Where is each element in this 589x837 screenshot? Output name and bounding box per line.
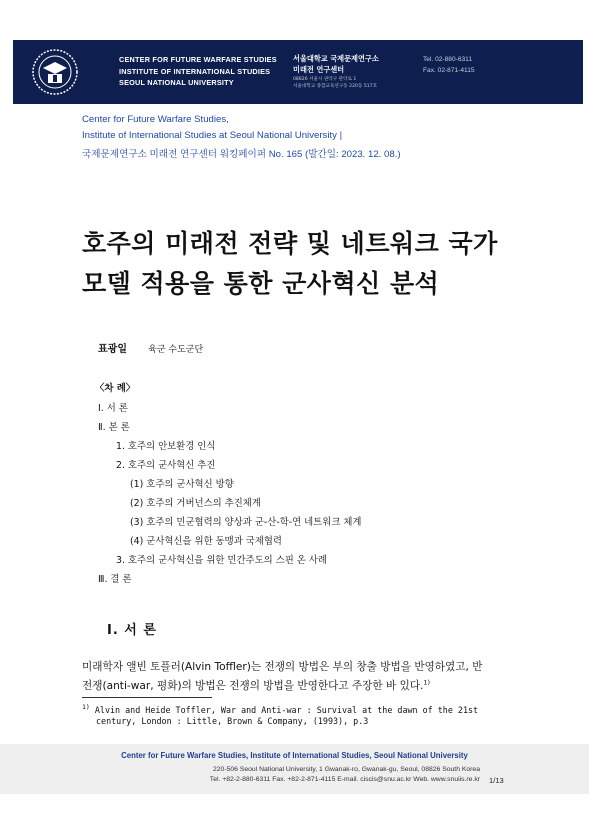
author-name: 표광일 [98,344,127,355]
document-header [13,40,583,104]
header-address [293,76,377,90]
author-block [98,340,203,355]
toc-item: Ⅱ. 본 론 [98,422,130,433]
toc-item: 1. 호주의 안보환경 인식 [116,441,216,452]
header-ko-line: 서울대학교 국제문제연구소 [293,54,379,63]
toc-item: (4) 군사혁신을 위한 동맹과 국제협력 [130,536,282,547]
header-fax: Fax. 02-871-4115 [423,67,475,74]
toc-item: (3) 호주의 민군협력의 양상과 군-산-학-연 네트워크 체계 [130,517,362,528]
footer-contact: Tel. +82-2-880-6311 Fax. +82-2-871-4115 E-mail. ciscis@snu.ac.kr Web. www.snuiis.re.kr [209,776,480,783]
footnote-text: century, London : Little, Brown & Company, (1993), p.3 [96,716,369,726]
working-paper-info: 국제문제연구소 미래전 연구센터 워킹페이퍼 No. 165 (발간일: 2023. 12. 08.) [82,149,401,160]
footnote-mark: 1) [82,703,90,711]
page-title: 호주의 미래전 전략 및 네트워크 국가 [82,229,498,258]
header-en-line: INSTITUTE OF INTERNATIONAL STUDIES [119,66,271,76]
toc-item: (1) 호주의 군사혁신 방향 [130,479,234,490]
body-paragraph-line: 미래학자 앨빈 토플러(Alvin Toffler)는 전쟁의 방법은 부의 창출 방법을 반영하였고, 반 [82,661,483,673]
footer-address: 220-506 Seoul National University, 1 Gwanak-ro, Gwanak-gu, Seoul, 08826 South Korea [213,766,480,773]
author-affiliation: 육군 수도군단 [148,345,204,355]
header-contact [423,54,475,76]
header-ko-line: 미래전 연구센터 [293,65,345,74]
header-en-line: SEOUL NATIONAL UNIVERSITY [119,78,234,87]
header-en-line: CENTER FOR FUTURE WARFARE STUDIES [119,55,277,64]
header-addr-line: 서울대학교 종합교육연구동 220동 517호 [293,84,378,89]
body-text: 전쟁(anti-war, 평화)의 방법은 전쟁의 방법을 반영한다고 주장한 바 있다. [82,680,424,692]
toc-item: (2) 호주의 거버넌스의 추진체계 [130,498,261,509]
document-footer [0,744,589,794]
source-line: Institute of International Studies at Seoul National University | [82,130,343,141]
toc-heading: 〈차 례〉 [95,383,136,394]
snu-emblem-icon [31,48,79,96]
header-english-name [119,54,277,89]
source-line: Center for Future Warfare Studies, [82,114,229,125]
footnote [82,703,478,715]
page-number: 1/13 [489,776,504,785]
footnote-text: Alvin and Heide Toffler, War and Anti-war : Survival at the dawn of the 21st [94,704,479,715]
header-addr-line: 08826 서울시 관악구 관악로 1 [293,77,357,82]
section-heading: Ⅰ. 서 론 [107,623,157,638]
footnote-divider [82,697,212,698]
page-title: 모델 적용을 통한 군사혁신 분석 [82,269,440,298]
toc-item: Ⅲ. 결 론 [98,574,132,585]
toc-item: Ⅰ. 서 론 [98,403,128,414]
footnote-reference[interactable]: 1) [423,678,431,687]
footer-title: Center for Future Warfare Studies, Institute of International Studies, Seoul National University [121,751,468,760]
header-tel: Tel. 02-880-6311 [423,56,472,63]
header-korean-name [293,53,379,75]
toc-item: 2. 호주의 군사혁신 추진 [116,460,216,471]
toc-item: 3. 호주의 군사혁신을 위한 민간주도의 스핀 온 사례 [116,555,327,566]
body-paragraph-line [82,678,430,693]
